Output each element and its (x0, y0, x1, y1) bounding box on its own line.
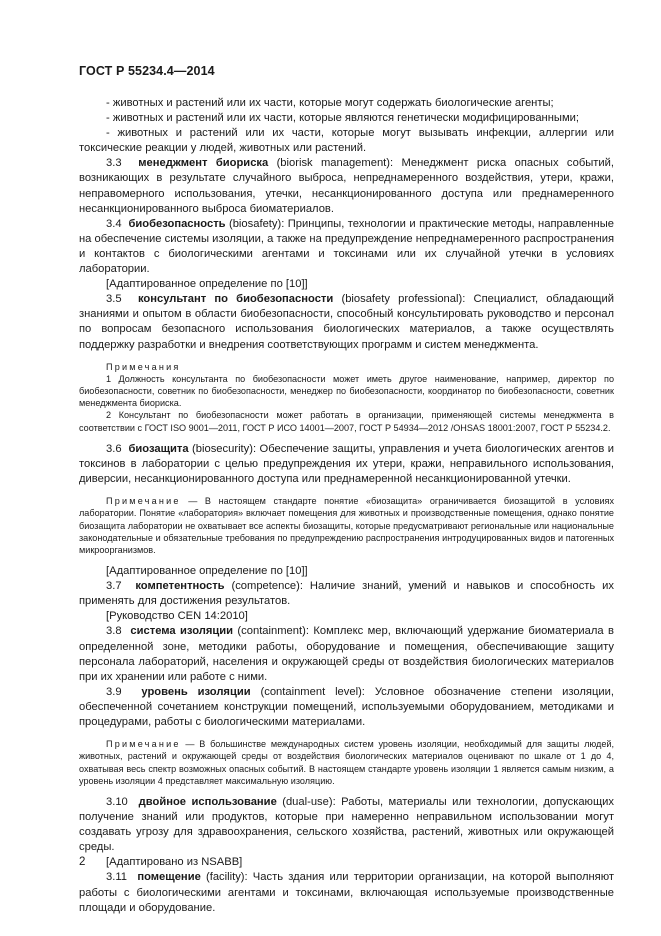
term-source: [Адаптированное определение по [10]] (106, 565, 308, 578)
term-title: биобезопасность (128, 217, 226, 230)
page-content (79, 96, 614, 916)
term-3-10 (79, 795, 614, 855)
term-title: система изоляции (130, 625, 234, 638)
term-definition: (biosafety): Принципы, технологии и практические методы, направленные на обеспечение системы изоляции, а также на предупреждение непреднамеренного распространения и контактов с биологическими агентами и токсинами или их случайной утечки в условиях лаборатории. (79, 217, 614, 276)
notes-heading: Примечания (106, 361, 181, 372)
term-3-8 (79, 624, 614, 684)
term-3-4 (79, 217, 614, 277)
term-title: уровень изоляции (141, 685, 251, 698)
term-number: 3.3 (106, 157, 122, 170)
term-definition: (containment level): Условное обозначение степени изоляции, обеспеченной сочетанием конструкции помещений, используемыми оборудованием, методиками и процедурами, работы с биологическими материалами. (79, 685, 614, 729)
term-title: биозащита (128, 442, 189, 455)
term-title: менеджмент биориска (138, 157, 269, 170)
term-definition: (biorisk management): Менеджмент риска опасных событий, возникающих в результате случайного выброса, непреднамеренного воздействия, утери, кражи, неправомерного использования, утечки, несанкционированного доступа или преднамеренного несанкционированного выброса биоматериалов. (79, 157, 615, 215)
term-3-6 (79, 442, 614, 487)
note-label: Примечание (106, 739, 181, 750)
note (79, 495, 614, 556)
list-item: - животных и растений или их части, которые могут содержать биологические агенты; (106, 97, 554, 109)
term-source: [Адаптировано из NSABB] (106, 856, 243, 869)
note-text: — В большинстве международных систем уровень изоляции, необходимый для защиты людей, животных, растений и окружающей среды от воздействия биологических материалов оценивают по шкале от 1 до 4, охватывая весь спектр возможных опасных событий. В настоящем стандарте уровень изоляции 1 является самым низким, а уровень изоляции 4 представляет максимальную изоляцию. (79, 739, 614, 786)
term-title: помещение (137, 871, 201, 884)
list-item: - животных и растений или их части, которые являются генетически модифицированными; (106, 112, 580, 125)
note-2: 2 Консультант по биобезопасности может работать в организации, применяющей системы менеджмента в соответствии с ГОСТ ISO 9001—2011, ГОСТ Р ИСО 14001—2007, ГОСТ Р 54934—2012 /OHSAS 18001:2007, ГОСТ Р 55234.2. (79, 410, 614, 433)
list-item: - животных и растений или их части, которые могут вызывать инфекции, аллергии или токсические реакции у людей, животных или растений. (79, 127, 614, 155)
term-definition: (competence): Наличие знаний, умений и навыков и способность их применять для достижения результатов. (79, 580, 614, 608)
note (79, 738, 614, 787)
term-title: консультант по биобезопасности (137, 293, 334, 306)
term-3-11 (79, 870, 614, 915)
term-source: [Адаптированное определение по [10]] (106, 278, 308, 291)
term-number: 3.6 (106, 442, 122, 455)
term-number: 3.9 (106, 685, 122, 698)
note-label: Примечание (106, 496, 181, 507)
term-definition: (biosecurity): Обеспечение защиты, управления и учета биологических агентов и токсинов в лаборатории с целью предупреждения их утери, кражи, неправильного использования, диверсии, несанкционированного доступа или преднамеренной несанкционированной утечки. (79, 442, 615, 485)
note-text: — В настоящем стандарте понятие «биозащита» ограничивается биозащитой в условиях лаборатории. Понятие «лаборатория» включает помещения для животных и производственные помещения, однако понятие биозащита лаборатории не охватывает все аспекты биозащиты, которые предусматривают региональные или национальные законодательные и обязательные требования по предупреждению распространения интродуцированных видов и патогенных микроорганизмов. (79, 496, 614, 555)
term-number: 3.4 (106, 217, 122, 230)
term-number: 3.7 (106, 580, 122, 593)
term-3-3 (79, 156, 614, 216)
page-header: ГОСТ Р 55234.4—2014 (79, 64, 215, 78)
term-number: 3.5 (106, 293, 122, 306)
term-3-7 (79, 579, 614, 609)
term-number: 3.11 (106, 871, 127, 884)
term-definition: (containment): Комплекс мер, включающий удержание биоматериала в определенной зоне, методики работы, оборудование и помещения, обеспечивающие защиту персонала лабораторий, населения и окружающей среды от воздействия биологических материалов при их хранении или работе с ними. (79, 625, 614, 683)
term-definition: (dual-use): Работы, материалы или технологии, допускающих получение знаний или продуктов, которые при намеренно неправильном использовании могут создавать угрозу для здравоохранения, сельского хозяйства, растений, животных или окружающей среды. (79, 795, 614, 854)
term-source: [Руководство CEN 14:2010] (106, 610, 248, 623)
term-definition: (biosafety professional): Специалист, обладающий знаниями и опытом в области биобезопасности, способный консультировать руководство и персонал по вопросам безопасного использования биологических материалов, а также осуществлять поддержку разработки и внедрения соответствующих программ и систем менеджмента. (79, 293, 614, 351)
page-number: 2 (79, 856, 86, 868)
note-1: 1 Должность консультанта по биобезопасности может иметь другое наименование, например, директор по биобезопасности, советник по биобезопасности, менеджер по биобезопасности, координатор по биобезопасности, советник менеджмента биориска. (79, 373, 614, 409)
term-3-5 (79, 292, 614, 352)
term-3-9 (79, 685, 614, 730)
term-title: компетентность (135, 580, 225, 593)
term-number: 3.8 (106, 625, 122, 638)
term-definition: (facility): Часть здания или территории организации, на которой выполняют работы с биологическими агентами и токсинами, включающая используемые производственные площади и оборудование. (79, 871, 614, 914)
term-title: двойное использование (138, 795, 277, 808)
term-number: 3.10 (106, 795, 128, 808)
